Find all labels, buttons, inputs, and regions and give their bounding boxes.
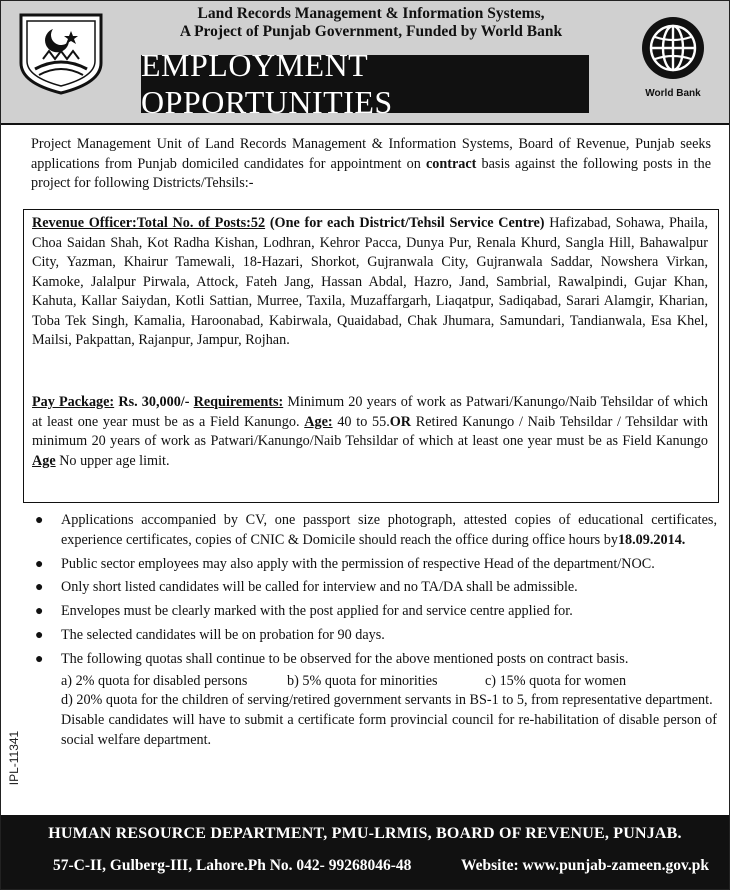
org-name-line1: Land Records Management & Information Systems, bbox=[197, 5, 545, 22]
footer-band bbox=[1, 815, 729, 889]
intro-text-1: Project Management Unit of Land Records Management & Information Systems, Board of Revenue, Punjab seeks applications from Punjab domiciled candidates for appointment on bbox=[31, 136, 711, 172]
quota-children: d) 20% quota for the children of serving/retired government servants in BS-1 to 5, from representative department. bbox=[61, 692, 713, 709]
world-bank-logo bbox=[627, 15, 719, 105]
bullet-text: Envelopes must be clearly marked with the post applied for and service centre applied for. bbox=[61, 603, 573, 620]
disable-candidates-note: Disable candidates will have to submit a certificate form provincial council for re-habilitation of disable person of social welfare department. bbox=[61, 712, 717, 748]
org-name-line2: A Project of Punjab Government, Funded by World Bank bbox=[179, 23, 563, 40]
footer-address: 57-C-II, Gulberg-III, Lahore.Ph No. 042- 99268046-48 bbox=[53, 857, 412, 874]
revenue-officer-note: (One for each District/Tehsil Service Centre) bbox=[265, 215, 545, 231]
pay-package-label: Pay Package: bbox=[32, 394, 115, 410]
or-text: OR bbox=[389, 413, 412, 430]
quota-women: c) 15% quota for women bbox=[485, 672, 627, 689]
page-title: EMPLOYMENT OPPORTUNITIES bbox=[141, 55, 589, 113]
bullet-text: The selected candidates will be on probation for 90 days. bbox=[61, 626, 385, 643]
quota-disabled: a) 2% quota for disabled persons bbox=[61, 672, 248, 689]
side-code-text: IPL-11341 bbox=[7, 730, 21, 786]
list-item bbox=[31, 602, 717, 622]
quota-row bbox=[31, 672, 717, 692]
intro-text-2: basis against the following posts in the project for following Districts/Tehsils:- bbox=[31, 155, 712, 191]
list-item bbox=[31, 650, 717, 670]
bullet-icon: ● bbox=[35, 513, 44, 528]
requirements-text: Minimum 20 years of work as Patwari/Kanungo/Naib Tehsildar of which at least one year must be as a Field Kanungo. bbox=[32, 394, 709, 430]
bullet-text: The following quotas shall continue to be observed for the above mentioned posts on contract basis. bbox=[61, 650, 629, 667]
revenue-officer-section bbox=[32, 214, 708, 351]
header-band bbox=[1, 1, 729, 125]
bullet-icon: ● bbox=[35, 627, 44, 643]
posts-box bbox=[23, 209, 719, 503]
list-item bbox=[31, 578, 717, 598]
age-limit: No upper age limit. bbox=[55, 452, 170, 469]
age-label-2: Age bbox=[32, 452, 56, 469]
pay-amount: Rs. 30,000/- bbox=[114, 394, 194, 410]
quota-minorities: b) 5% quota for minorities bbox=[287, 672, 438, 689]
requirements-label: Requirements: bbox=[193, 394, 284, 410]
list-item bbox=[31, 511, 717, 551]
retired-text: Retired Kanungo / Naib Tehsildar / Tehsildar with minimum 20 years of work as Patwari/Kanungo/Naib Tehsildar of which at least one year must be as Field Kanungo bbox=[32, 413, 708, 449]
bullet-icon: ● bbox=[35, 651, 44, 667]
deadline-date: 18.09.2014. bbox=[617, 531, 686, 548]
age-label: Age: bbox=[304, 413, 333, 430]
bullet-text: Public sector employees may also apply with the permission of respective Head of the department/NOC. bbox=[61, 555, 655, 572]
side-code bbox=[3, 719, 25, 805]
footer-website: Website: www.punjab-zameen.gov.pk bbox=[460, 857, 709, 874]
revenue-officer-heading: Revenue Officer:Total No. of Posts:52 bbox=[32, 215, 266, 231]
bullet-text: Applications accompanied by CV, one passport size photograph, attested copies of educational certificates, experience certificates, copies of CNIC & Domicile should reach the office during office hours by bbox=[61, 512, 717, 548]
pay-package-section bbox=[32, 393, 708, 471]
intro-contract-bold: contract bbox=[425, 155, 477, 172]
bullet-text: Only short listed candidates will be called for interview and no TA/DA shall be admissible. bbox=[61, 579, 578, 596]
age-range: 40 to 55. bbox=[332, 413, 390, 430]
bullet-icon: ● bbox=[35, 604, 44, 620]
footer-department: HUMAN RESOURCE DEPARTMENT, PMU-LRMIS, BOARD OF REVENUE, PUNJAB. bbox=[48, 825, 682, 842]
bullet-icon: ● bbox=[35, 556, 44, 572]
list-item bbox=[31, 626, 717, 646]
world-bank-globe-icon bbox=[640, 15, 706, 81]
revenue-officer-locations: Hafizabad, Sohawa, Phaila, Choa Saidan Shah, Kot Radha Kishan, Lodhran, Kehror Pacca, Dunya Pur, Renala Khurd, Sangla Hill, Bahawalpur City, Yazman, Khairur Tamewali, 18-Hazari, Shorkot, Gujranwala City, Gujranwala Saddar, Nowshera Virkan, Kamoke, Jalalpur Pirwala, Attock, Fateh Jang, Hassan Abdal, Hazro, Jand, Sambrial, Rawalpindi, Gujar Khan, Kahuta, Kallar Saiydan, Kotli Sattian, Murree, Taxila, Muzaffargarh, Liaqatpur, Sadiqabad, Sarari Alamgir, Kharian, Toba Tek Singh, Kamalia, Haroonabad, Kabirwala, Quaidabad, Chak Jhumara, Samundari, Tandianwala, Esa Khel, Mailsi, Pakpattan, Rajanpur, Jampur, Rojhan. bbox=[32, 215, 708, 348]
intro-paragraph bbox=[31, 135, 711, 194]
punjab-emblem-icon bbox=[13, 11, 109, 95]
conditions-list bbox=[31, 511, 717, 751]
bullet-icon: ● bbox=[35, 580, 44, 596]
world-bank-label: World Bank bbox=[645, 88, 701, 99]
list-item bbox=[31, 555, 717, 575]
